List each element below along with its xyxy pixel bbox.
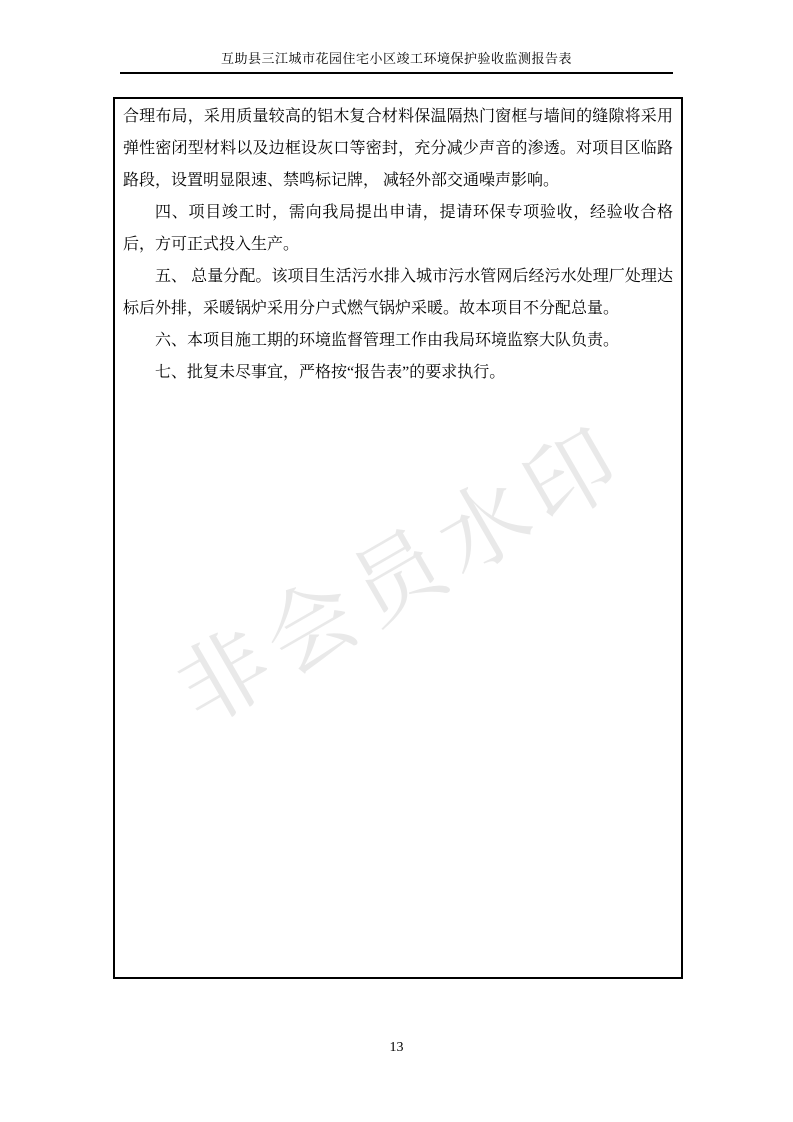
paragraph-item-6: 六、本项目施工期的环境监督管理工作由我局环境监察大队负责。 xyxy=(155,332,620,349)
paragraph-continuation: 合理布局，采用质量较高的铝木复合材料保温隔热门窗框与墙间的缝隙将采用弹性密闭型材料以及边框设灰口等密封，充分减少声音的渗透。对项目区临路路段，设置明显限速、禁鸣标记牌， 减轻外部交通噪声影响。 xyxy=(123,108,673,189)
page-number: 13 xyxy=(389,1040,404,1055)
report-title: 互助县三江城市花园住宅小区竣工环境保护验收监测报告表 xyxy=(220,51,572,66)
paragraph-item-4: 四、项目竣工时，需向我局提出申请，提请环保专项验收，经验收合格后，方可正式投入生产。 xyxy=(123,204,673,253)
paragraph-item-5: 五、 总量分配。该项目生活污水排入城市污水管网后经污水处理厂处理达标后外排，采暖锅炉采用分户式燃气锅炉采暖。故本项目不分配总量。 xyxy=(123,268,673,317)
watermark: 非会员水印 xyxy=(160,407,645,745)
content-box xyxy=(113,97,683,979)
paragraph-item-7: 七、批复未尽事宜，严格按“报告表”的要求执行。 xyxy=(155,364,506,381)
page-header xyxy=(120,50,673,74)
